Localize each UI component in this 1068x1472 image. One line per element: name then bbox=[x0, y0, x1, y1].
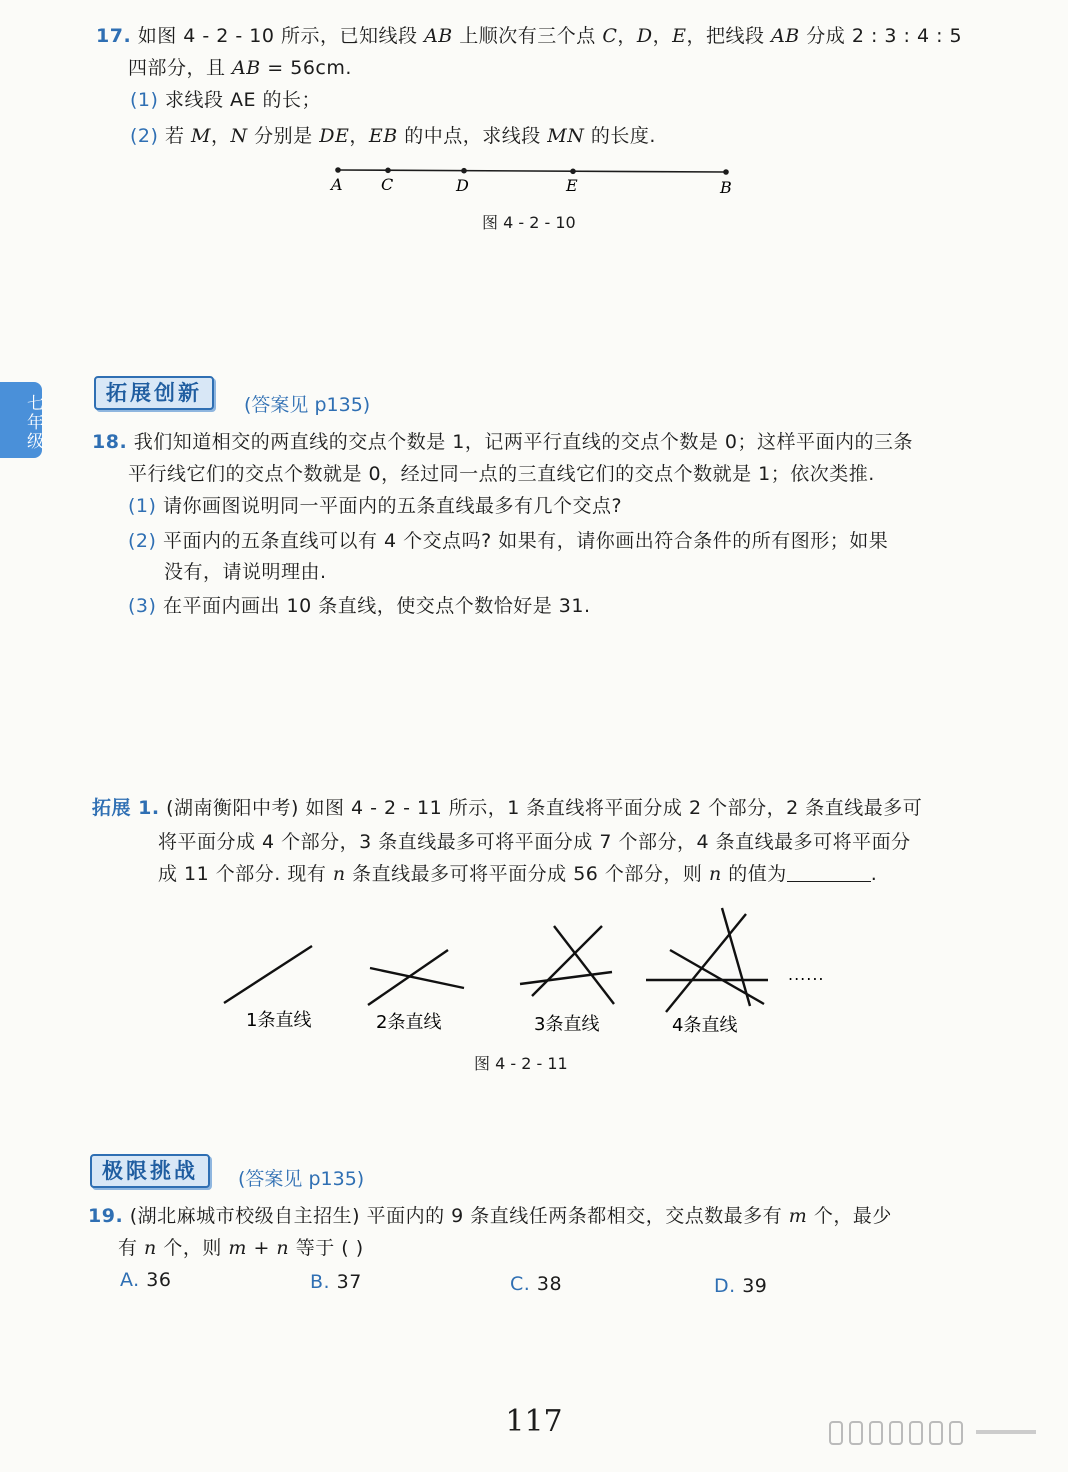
q17-text: ，把线段 bbox=[686, 25, 772, 47]
part-number: (1) bbox=[128, 495, 157, 517]
point-a bbox=[335, 167, 341, 173]
option-label: C. bbox=[510, 1273, 531, 1295]
q17-text: = 56cm. bbox=[260, 57, 352, 79]
part-text: ， bbox=[210, 125, 231, 147]
ext1-line2: 将平面分成 4 个部分，3 条直线最多可将平面分成 7 个部分，4 条直线最多可将平面分 bbox=[158, 831, 911, 853]
fig4-line bbox=[670, 950, 764, 1004]
label-c: C bbox=[381, 175, 394, 194]
option-label: A. bbox=[120, 1269, 140, 1291]
point-d bbox=[461, 168, 467, 174]
math-var: n bbox=[144, 1237, 157, 1259]
grade-side-tab: 七年级 bbox=[0, 382, 42, 458]
math-var: D bbox=[636, 25, 653, 47]
option-d bbox=[714, 1272, 767, 1300]
q18-part2-cont: 没有，请说明理由. bbox=[164, 561, 327, 583]
ext1-text: 条直线最多可将平面分成 56 个部分，则 bbox=[345, 863, 709, 885]
watermark-bars bbox=[826, 1416, 1046, 1452]
ext1-text: 的值为 bbox=[721, 863, 787, 885]
part-text: 在平面内画出 10 条直线，使交点个数恰好是 31. bbox=[162, 595, 591, 617]
fig-ellipsis: ...... bbox=[788, 965, 825, 984]
q19-line1 bbox=[88, 1202, 892, 1230]
option-label: D. bbox=[714, 1275, 736, 1297]
ext1-text: . bbox=[870, 863, 878, 885]
q18-part3 bbox=[128, 592, 590, 620]
page-number: 117 bbox=[505, 1404, 563, 1439]
point-b bbox=[723, 169, 729, 175]
q18-part2 bbox=[128, 527, 888, 555]
q17-line2 bbox=[128, 54, 352, 82]
math-var: C bbox=[602, 25, 618, 47]
q17-part1 bbox=[130, 86, 321, 114]
section-answer-ref: (答案见 p135) bbox=[238, 1168, 365, 1190]
q19-number: 19. bbox=[88, 1205, 124, 1227]
q19-text: 等于 ( ) bbox=[289, 1237, 364, 1259]
fig3-line bbox=[532, 926, 602, 996]
option-b bbox=[310, 1268, 362, 1296]
section-badge-challenge: 极限挑战 bbox=[90, 1154, 210, 1188]
ext1-line3 bbox=[158, 860, 877, 888]
fig4-label: 4条直线 bbox=[672, 1015, 738, 1036]
q17-text: 上顺次有三个点 bbox=[452, 25, 603, 47]
part-text: 分别是 bbox=[247, 125, 320, 147]
lines-figure bbox=[210, 900, 850, 1050]
segment-ab bbox=[338, 170, 726, 172]
figure-caption-4-2-10: 图 4 - 2 - 10 bbox=[482, 213, 576, 232]
option-value: 36 bbox=[146, 1269, 172, 1291]
math-var: N bbox=[230, 125, 248, 147]
math-var: AB bbox=[232, 57, 261, 79]
q17-text: ， bbox=[652, 25, 673, 47]
fig4-line bbox=[666, 914, 746, 1012]
math-var: AB bbox=[424, 25, 453, 47]
point-e bbox=[570, 169, 576, 175]
ext1-line1 bbox=[92, 794, 922, 822]
q19-line2 bbox=[118, 1234, 364, 1262]
ext1-text: 成 11 个部分. 现有 bbox=[158, 863, 333, 885]
label-d: D bbox=[456, 176, 469, 195]
ext1-text: (湖南衡阳中考) 如图 4 - 2 - 11 所示，1 条直线将平面分成 2 个部分，2 条直线最多可 bbox=[166, 797, 923, 819]
section-badge-extension: 拓展创新 bbox=[94, 376, 214, 410]
figure-caption-4-2-11: 图 4 - 2 - 11 bbox=[474, 1054, 568, 1073]
ext1-number: 拓展 1. bbox=[92, 797, 160, 819]
math-var: n bbox=[708, 863, 722, 885]
q17-number: 17. bbox=[96, 25, 132, 47]
fig2-line bbox=[368, 950, 448, 1005]
q19-text: (湖北麻城市校级自主招生) 平面内的 9 条直线任两条都相交，交点数最多有 bbox=[129, 1205, 789, 1227]
fig4-line bbox=[722, 908, 750, 1006]
q18-line1 bbox=[92, 428, 913, 456]
option-a bbox=[120, 1266, 171, 1294]
q17-text: ， bbox=[617, 25, 637, 47]
part-number: (2) bbox=[130, 125, 159, 147]
q17-text: 如图 4 - 2 - 10 所示，已知线段 bbox=[137, 25, 425, 47]
q19-text: 有 bbox=[118, 1237, 145, 1259]
fig2-label: 2条直线 bbox=[376, 1012, 442, 1033]
math-var: MN bbox=[547, 125, 585, 147]
math-var: n bbox=[276, 1237, 290, 1259]
point-c bbox=[385, 168, 391, 174]
math-var: E bbox=[672, 25, 687, 47]
q17-text: 分成 2 : 3 : 4 : 5 bbox=[799, 25, 963, 47]
math-var: EB bbox=[368, 125, 398, 147]
part-number: (1) bbox=[130, 89, 159, 111]
math-var: m bbox=[228, 1237, 247, 1259]
q18-line2: 平行线它们的交点个数就是 0，经过同一点的三直线它们的交点个数就是 1；依次类推. bbox=[128, 463, 875, 485]
part-text: 的中点，求线段 bbox=[397, 125, 548, 147]
q17-part2 bbox=[130, 122, 656, 150]
math-var: AB bbox=[771, 25, 800, 47]
q18-number: 18. bbox=[92, 431, 128, 453]
part-number: (2) bbox=[128, 530, 157, 552]
option-value: 39 bbox=[742, 1275, 768, 1297]
part-number: (3) bbox=[128, 595, 157, 617]
part-text: 的长度. bbox=[584, 125, 656, 147]
part-text: 若 bbox=[164, 125, 192, 147]
option-value: 38 bbox=[536, 1273, 563, 1295]
math-var: m bbox=[788, 1205, 808, 1227]
math-var: DE bbox=[319, 125, 350, 147]
option-label: B. bbox=[310, 1271, 331, 1293]
fig1-line bbox=[224, 946, 312, 1003]
q19-text: 个，最少 bbox=[807, 1205, 892, 1227]
label-a: A bbox=[331, 175, 343, 194]
q18-text: 我们知道相交的两直线的交点个数是 1，记两平行直线的交点个数是 0；这样平面内的三条 bbox=[133, 431, 913, 453]
math-var: n bbox=[332, 863, 346, 885]
q17-line1 bbox=[96, 22, 962, 50]
option-c bbox=[510, 1270, 562, 1298]
part-text: 请你画图说明同一平面内的五条直线最多有几个交点? bbox=[162, 495, 623, 517]
part-text: 求线段 AE 的长； bbox=[164, 89, 322, 111]
section-answer-ref: (答案见 p135) bbox=[244, 394, 371, 416]
label-b: B bbox=[720, 178, 732, 197]
math-var: M bbox=[191, 125, 211, 147]
q19-text: + bbox=[246, 1237, 277, 1259]
q19-text: 个，则 bbox=[156, 1237, 229, 1259]
part-text: ， bbox=[349, 125, 369, 147]
fig1-label: 1条直线 bbox=[246, 1010, 312, 1031]
segment-figure bbox=[320, 160, 750, 200]
q18-part1 bbox=[128, 492, 622, 520]
q17-text: 四部分，且 bbox=[128, 57, 233, 79]
part-text: 平面内的五条直线可以有 4 个交点吗? 如果有，请你画出符合条件的所有图形；如果 bbox=[162, 530, 889, 552]
fig3-label: 3条直线 bbox=[534, 1014, 600, 1035]
label-e: E bbox=[566, 176, 578, 195]
option-value: 37 bbox=[336, 1271, 362, 1293]
answer-blank bbox=[787, 863, 871, 882]
